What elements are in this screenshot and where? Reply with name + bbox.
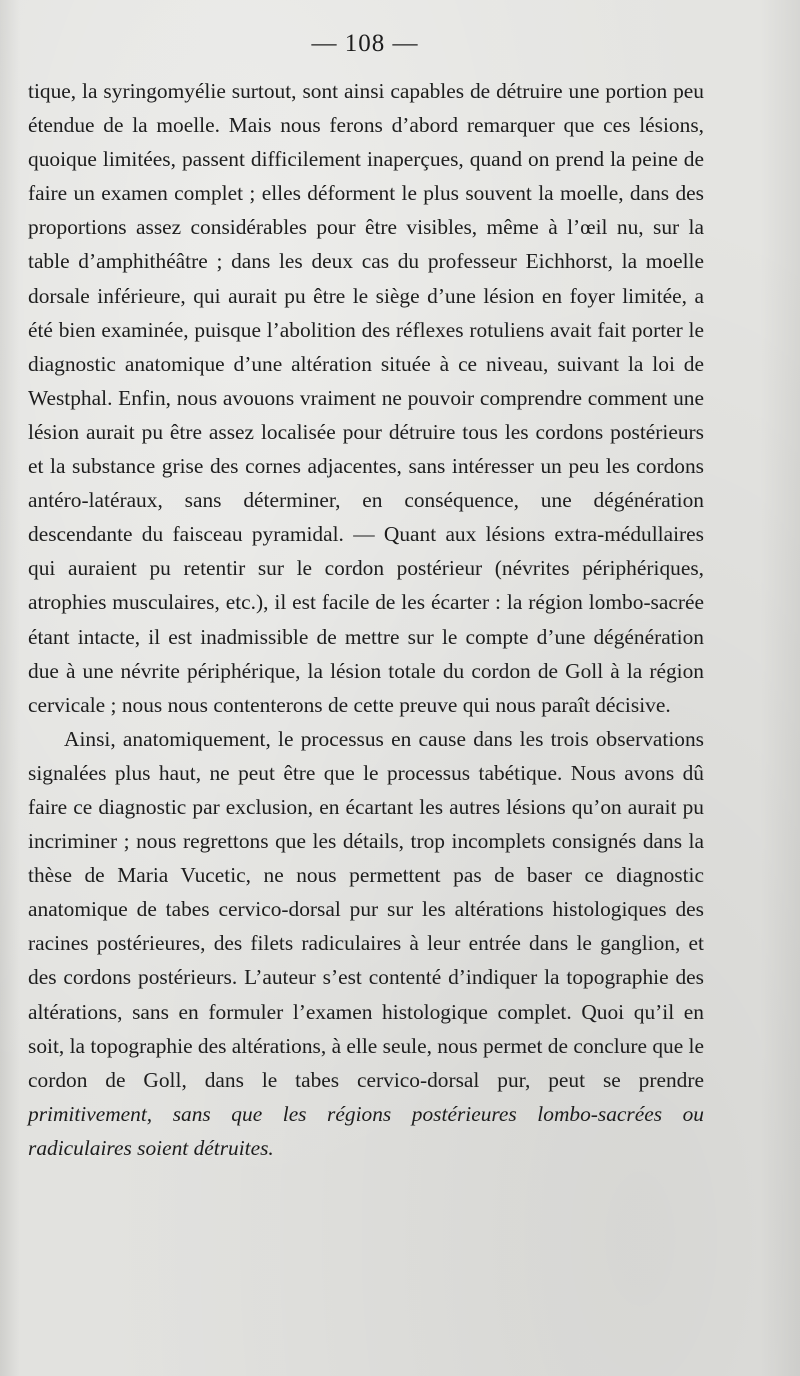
paragraph-2-text: Ainsi, anatomiquement, le processus en cause dans les trois observations signalées plus haut, ne peut être que le processus tabétique. Nous avons dû faire ce diagnostic par exclusion, en écartant les autres lésions qu’on aurait pu incriminer ; nous regrettons que les détails, trop incomplets consignés dans la thèse de Maria Vucetic, ne nous permettent pas de baser ce diagnostic anatomique de tabes cervico-dorsal pur sur les altérations histologiques des racines postérieures, des filets radiculaires à leur entrée dans le ganglion, et des cordons postérieurs. L’auteur s’est contenté d’indiquer la topographie des altérations, sans en formuler l’examen histologique complet. Quoi qu’il en soit, la topographie des altérations, à elle seule, nous permet de conclure que le cordon de Goll, dans le tabes cervico-dorsal pur, peut se prendre [28, 726, 704, 1092]
paragraph-2 [28, 722, 704, 1165]
page-body [28, 74, 704, 1165]
paragraph-1: tique, la syringomyélie surtout, sont ainsi capables de détruire une portion peu étendue de la moelle. Mais nous ferons d’abord remarquer que ces lésions, quoique limitées, passent difficilement inaperçues, quand on prend la peine de faire un examen complet ; elles déforment le plus souvent la moelle, dans des proportions assez considérables pour être visibles, même à l’œil nu, sur la table d’amphithéâtre ; dans les deux cas du professeur Eichhorst, la moelle dorsale inférieure, qui aurait pu être le siège d’une lésion en foyer limitée, a été bien examinée, puisque l’abolition des réflexes rotuliens avait fait porter le diagnostic anatomique d’une altération située à ce niveau, suivant la loi de Westphal. Enfin, nous avouons vraiment ne pouvoir comprendre comment une lésion aurait pu être assez localisée pour détruire tous les cordons postérieurs et la substance grise des cornes adjacentes, sans intéresser un peu les cordons antéro-latéraux, sans déterminer, en conséquence, une dégénération descendante du faisceau pyramidal. — Quant aux lésions extra-médullaires qui auraient pu retentir sur le cordon postérieur (névrites périphériques, atrophies musculaires, etc.), il est facile de les écarter : la région lombo-sacrée étant intacte, il est inadmissible de mettre sur le compte d’une dégénération due à une névrite périphérique, la lésion totale du cordon de Goll à la région cervicale ; nous nous contenterons de cette preuve qui nous paraît décisive. [28, 79, 704, 717]
paragraph-2-italic-text: primitivement, sans que les régions postérieures lombo-sacrées ou radiculaires soient détruites. [28, 1101, 704, 1160]
page-number: — 108 — [311, 30, 419, 57]
